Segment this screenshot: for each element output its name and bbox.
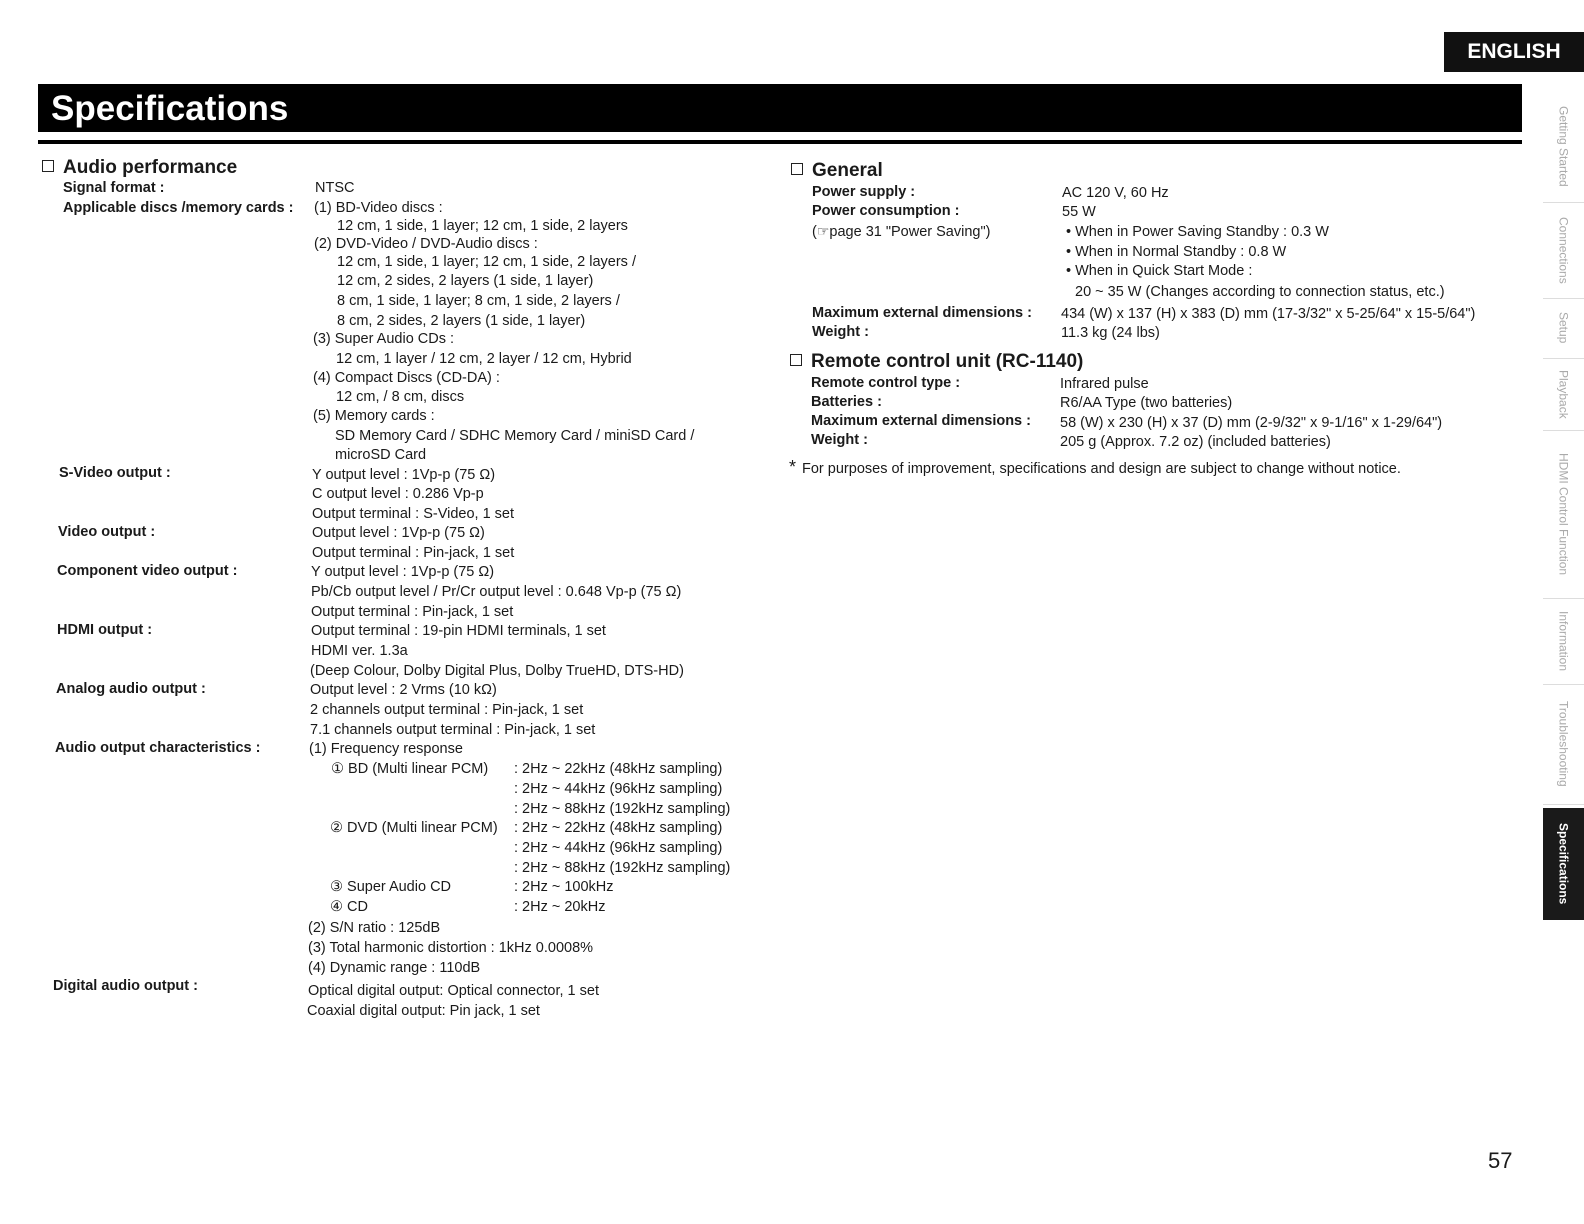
- component-line: Output terminal : Pin-jack, 1 set: [311, 604, 514, 620]
- bullet-icon: •: [1066, 224, 1072, 240]
- checkbox-square-icon: [790, 354, 802, 366]
- svideo-line: C output level : 0.286 Vp-p: [312, 486, 484, 502]
- analog-line: Output level : 2 Vrms (10 kΩ): [310, 682, 497, 698]
- side-nav-playback[interactable]: Playback: [1543, 358, 1584, 431]
- discs-line: microSD Card: [335, 447, 427, 463]
- quick-start-value: 20 ~ 35 W (Changes according to connection status, etc.): [1075, 284, 1445, 300]
- audio-heading-text: Audio performance: [63, 157, 238, 178]
- language-tab: ENGLISH: [1444, 32, 1584, 72]
- video-line: Output terminal : Pin-jack, 1 set: [312, 545, 515, 561]
- discs-line: (3) Super Audio CDs :: [313, 331, 455, 347]
- title-bar: [38, 84, 1522, 132]
- component-label: Component video output :: [57, 563, 238, 579]
- side-nav-specifications[interactable]: Specifications: [1543, 808, 1584, 920]
- power-consumption-value: 55 W: [1062, 204, 1096, 220]
- remote-dimensions-label: Maximum external dimensions :: [811, 413, 1031, 429]
- power-consumption-label: Power consumption :: [812, 203, 960, 219]
- side-nav: [1543, 90, 1584, 920]
- aoc-line: (3) Total harmonic distortion : 1kHz 0.0008%: [308, 940, 594, 956]
- discs-line: 8 cm, 1 side, 1 layer; 8 cm, 1 side, 2 layers /: [337, 293, 620, 309]
- analog-line: 2 channels output terminal : Pin-jack, 1 set: [310, 702, 584, 718]
- hdmi-line: (Deep Colour, Dolby Digital Plus, Dolby TrueHD, DTS-HD): [310, 663, 684, 679]
- footnote: [789, 457, 1401, 479]
- component-line: Pb/Cb output level / Pr/Cr output level : 0.648 Vp-p (75 Ω): [311, 584, 682, 600]
- batteries-label: Batteries :: [811, 394, 882, 410]
- general-dimensions-value: 434 (W) x 137 (H) x 383 (D) mm (17-3/32" x 5-25/64" x 15-5/64"): [1061, 306, 1476, 322]
- page-number: 57: [1488, 1148, 1513, 1173]
- standby-item: [1066, 261, 1252, 281]
- aoc-line: (4) Dynamic range : 110dB: [308, 960, 481, 976]
- freq-value: : 2Hz ~ 88kHz (192kHz sampling): [514, 860, 731, 876]
- freq-value: : 2Hz ~ 88kHz (192kHz sampling): [514, 801, 731, 817]
- remote-heading-text: Remote control unit (RC-1140): [811, 351, 1084, 372]
- side-nav-hdmi-control[interactable]: HDMI Control Function: [1543, 430, 1584, 599]
- discs-line: (1) BD-Video discs :: [314, 200, 443, 216]
- side-nav-getting-started[interactable]: Getting Started: [1543, 90, 1584, 203]
- discs-line: 12 cm, 1 side, 1 layer; 12 cm, 1 side, 2 layers /: [337, 254, 636, 270]
- freq-name: ② DVD (Multi linear PCM): [330, 820, 498, 836]
- signal-format-value: NTSC: [315, 180, 355, 196]
- side-nav-information[interactable]: Information: [1543, 598, 1584, 685]
- side-nav-troubleshooting[interactable]: Troubleshooting: [1543, 684, 1584, 805]
- video-output-label: Video output :: [58, 524, 156, 540]
- discs-line: 8 cm, 2 sides, 2 layers (1 side, 1 layer): [337, 313, 586, 329]
- remote-dimensions-value: 58 (W) x 230 (H) x 37 (D) mm (2-9/32" x 9-1/16" x 1-29/64"): [1060, 415, 1443, 431]
- digital-label: Digital audio output :: [53, 978, 198, 994]
- discs-line: 12 cm, 1 layer / 12 cm, 2 layer / 12 cm, Hybrid: [336, 351, 632, 367]
- title-rule: [38, 140, 1522, 144]
- freq-value: : 2Hz ~ 22kHz (48kHz sampling): [514, 820, 723, 836]
- batteries-value: R6/AA Type (two batteries): [1060, 395, 1233, 411]
- remote-weight-label: Weight :: [811, 432, 868, 448]
- footnote-text: For purposes of improvement, specifications and design are subject to change without notice.: [802, 461, 1401, 477]
- discs-line: SD Memory Card / SDHC Memory Card / miniSD Card /: [335, 428, 695, 444]
- aoc-label: Audio output characteristics :: [55, 740, 261, 756]
- standby-item: [1066, 242, 1286, 262]
- discs-line: (5) Memory cards :: [313, 408, 435, 424]
- remote-type-value: Infrared pulse: [1060, 376, 1149, 392]
- freq-value: : 2Hz ~ 20kHz: [514, 899, 606, 915]
- power-saving-ref: (☞page 31 "Power Saving"): [812, 223, 991, 240]
- aoc-line: (2) S/N ratio : 125dB: [308, 920, 441, 936]
- freq-value: : 2Hz ~ 22kHz (48kHz sampling): [514, 761, 723, 777]
- freq-name: ④ CD: [330, 899, 368, 915]
- hdmi-line: Output terminal : 19-pin HDMI terminals, 1 set: [311, 623, 606, 639]
- freq-name: ③ Super Audio CD: [330, 879, 452, 895]
- remote-heading: [790, 351, 1083, 373]
- component-line: Y output level : 1Vp-p (75 Ω): [311, 564, 495, 580]
- general-dimensions-label: Maximum external dimensions :: [812, 305, 1032, 321]
- svideo-line: Output terminal : S-Video, 1 set: [312, 506, 515, 522]
- bullet-icon: •: [1066, 244, 1072, 260]
- remote-type-label: Remote control type :: [811, 375, 961, 391]
- page-title: Specifications: [51, 89, 289, 128]
- general-weight-label: Weight :: [812, 324, 869, 340]
- remote-weight-value: 205 g (Approx. 7.2 oz) (included batteries): [1060, 434, 1331, 450]
- svideo-label: S-Video output :: [59, 465, 171, 481]
- reference-hand-icon: ☞: [816, 223, 830, 239]
- checkbox-square-icon: [791, 163, 803, 175]
- svideo-line: Y output level : 1Vp-p (75 Ω): [312, 467, 496, 483]
- audio-performance-heading: [42, 157, 237, 179]
- power-ref-text: page 31 "Power Saving"): [829, 224, 991, 240]
- freq-value: : 2Hz ~ 44kHz (96kHz sampling): [514, 781, 723, 797]
- standby-text: When in Normal Standby : 0.8 W: [1075, 244, 1287, 260]
- checkbox-square-icon: [42, 160, 54, 172]
- side-nav-setup[interactable]: Setup: [1543, 298, 1584, 359]
- discs-line: (2) DVD-Video / DVD-Audio discs :: [314, 236, 538, 252]
- analog-label: Analog audio output :: [56, 681, 206, 697]
- hdmi-label: HDMI output :: [57, 622, 153, 638]
- general-heading: [791, 160, 883, 182]
- discs-line: 12 cm, 2 sides, 2 layers (1 side, 1 layer): [337, 273, 594, 289]
- signal-format-label: Signal format :: [63, 180, 165, 196]
- standby-item: [1066, 222, 1329, 242]
- power-supply-label: Power supply :: [812, 184, 916, 200]
- discs-label: Applicable discs /memory cards :: [63, 200, 294, 216]
- freq-value: : 2Hz ~ 44kHz (96kHz sampling): [514, 840, 723, 856]
- analog-line: 7.1 channels output terminal : Pin-jack, 1 set: [310, 722, 596, 738]
- general-heading-text: General: [812, 160, 883, 181]
- standby-text: When in Quick Start Mode :: [1075, 263, 1253, 279]
- discs-line: (4) Compact Discs (CD-DA) :: [313, 370, 500, 386]
- asterisk-mark: *: [789, 457, 797, 477]
- side-nav-connections[interactable]: Connections: [1543, 202, 1584, 299]
- digital-line: Optical digital output: Optical connector, 1 set: [308, 983, 599, 999]
- freq-value: : 2Hz ~ 100kHz: [514, 879, 614, 895]
- freq-name: ① BD (Multi linear PCM): [331, 761, 489, 777]
- standby-text: When in Power Saving Standby : 0.3 W: [1075, 224, 1329, 240]
- bullet-icon: •: [1066, 263, 1072, 279]
- hdmi-line: HDMI ver. 1.3a: [311, 643, 408, 659]
- general-weight-value: 11.3 kg (24 lbs): [1061, 325, 1160, 341]
- digital-line: Coaxial digital output: Pin jack, 1 set: [307, 1003, 540, 1019]
- discs-line: 12 cm, / 8 cm, discs: [336, 389, 465, 405]
- video-line: Output level : 1Vp-p (75 Ω): [312, 525, 485, 541]
- discs-line: 12 cm, 1 side, 1 layer; 12 cm, 1 side, 2 layers: [337, 218, 628, 234]
- freq-heading: (1) Frequency response: [309, 741, 463, 757]
- power-supply-value: AC 120 V, 60 Hz: [1062, 185, 1169, 201]
